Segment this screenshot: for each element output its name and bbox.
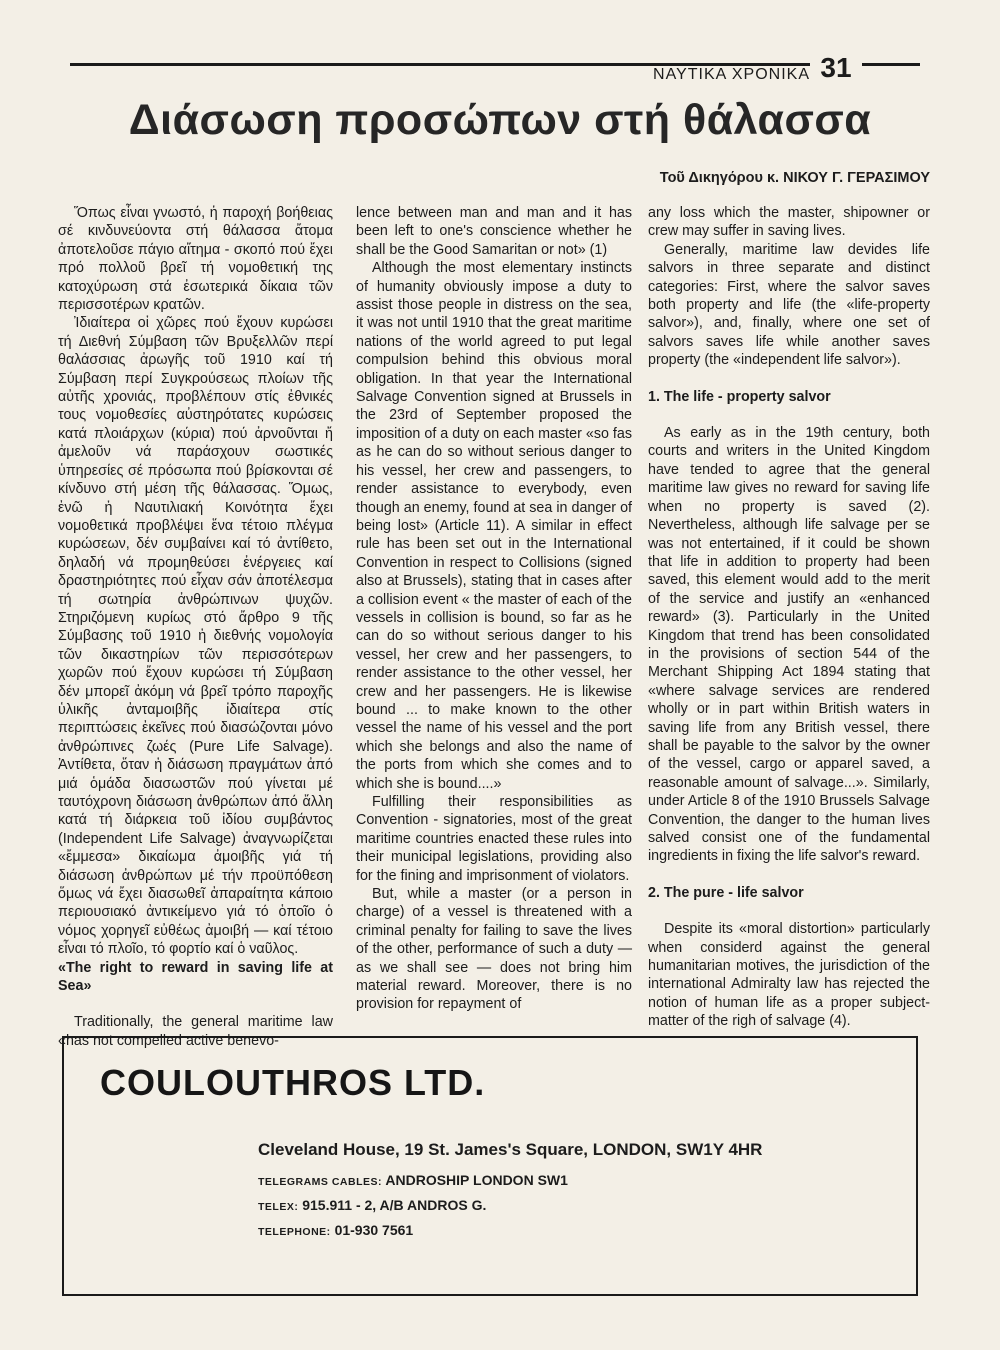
paragraph: any loss which the master, shipowner or crew may suffer in saving lives. <box>648 205 930 240</box>
ad-company-name: COULOUTHROS LTD. <box>100 1062 486 1103</box>
ad-telephone <box>258 1222 413 1238</box>
article-column-1 <box>58 204 333 1050</box>
paragraph: Fulfilling their responsibilities as Convention - signatories, most of the great maritime countries enacted these rules into their municipal legislations, providing also for the fining and imprisonment of violators. <box>356 794 632 884</box>
paragraph: Although the most elementary instincts of humanity obviously impose a duty to assist those people in distress on the sea, it was not until 1910 that the great maritime nations of the world agreed to put legal compulsion behind this obvious moral obligation. In that year the International Salvage Convention signed at Brussels in the 23rd of September proposed the imposition of a duty on each master «so fas as he can do so without serious danger to his vessel, her crew and passengers, to render assistance to everybody, even though an enemy, found at sea in danger of being lost» (Article 11). A similar in effect rule has been set out in the International Convention in respect to Collisions (signed also at Brussels), stating that in cases after a collision event « the master of each of the vessels in collision is bound, so far as he can do so without serious danger to his vessel, her crew and her passengers, to render assistance to the other vessel, her crew and her passengers. He is likewise bound ... to make known to the other vessel the name of his vessel and the port which she belongs and also the name of the ports from which she comes and to which she is bound....» <box>356 260 632 792</box>
paragraph: Despite its «moral distortion» particularly when considerd against the general humanitarian motives, the jurisdiction of the international Admiralty law has rejected the notion of human life as a proper subject-matter of the righ of salvage (4). <box>648 921 930 1030</box>
paragraph: Traditionally, the general maritime law «has not compelled active benevo- <box>58 1014 333 1049</box>
header-rule <box>862 63 920 66</box>
paragraph: But, while a master (or a person in charge) of a vessel is threatened with a criminal penalty for failing to save the lives of the other, performance of such a duty — as we shall see — does not bring him material reward. Moreover, there is no provision for repayment of <box>356 886 632 1013</box>
ad-telegrams-label: TELEGRAMS CABLES: <box>258 1176 382 1188</box>
article-title: Διάσωση προσώπων στή θάλασσα <box>128 96 872 144</box>
magazine-name: ΝΑΥΤΙΚΑ ΧΡΟΝΙΚΑ <box>653 66 810 83</box>
paragraph: Ὅπως εἶναι γνωστό, ἡ παροχή βοήθειας σέ κινδυνεύοντα στή θάλασσα ἄτομα ἀποτελοῦσε πάγιο αἴτημα - σκοπό πού ἔχει πρό πολλοῦ βρεῖ τή νομοθετική της κατοχύρωση στά ἐσωτερικά δίκαια τῶν περισσοτέρων κρατῶν. <box>58 205 333 314</box>
ad-telex-value: 915.911 - 2, A/B ANDROS G. <box>302 1197 487 1213</box>
paragraph: Ἰδιαίτερα οἱ χῶρες πού ἔχουν κυρώσει τή Διεθνή Σύμβαση τῶν Βρυξελλῶν περί θαλάσσιας ἀρωγῆς τοῦ 1910 καί τή Σύμβαση περί Συγκρούσεως πλοίων τῆς αὐτῆς χρονιάς, προβλέπουν στίς ἐθνικές τους νομοθεσίες αὐστηρότατες κυρώσεις κατά πλοιάρχων (κύρια) πού ἀρνοῦνται ἤ ἀμελοῦν νά παράσχουν σωστικές ὑπηρεσίες σέ πρόσωπα πού βρίσκονται σέ κίνδυνο στή μέση τῆς θάλασσας. Ὅμως, ἐνῶ ἡ Ναυτιλιακή Κοινότητα ἔχει νομοθετικά προβλέψει ἕνα τέτοιο πλέγμα κυρώσεων, δέν συμβαίνει καί τό ἀντίθετο, δηλαδή νά προμηθεύσει ἐνέργειες καί δραστηριότητες πού εἶχαν σάν ἀποτέλεσμα τή σωτηρία ἀνθρώπινων ψυχῶν. Στηριζόμενη κυρίως στό ἄρθρο 9 τῆς Σύμβασης τοῦ 1910 ἡ διεθνής νομολογία τῶν δικαστηρίων τῶν περισσότερων χωρῶν πού ἔχουν κυρώσει τή Σύμβαση δέν μπορεῖ ἀκόμη νά βρεῖ τρόπο παροχῆς ὑλικῆς ἀνταμοιβῆς ἰδιαίτερα στίς περιπτώσεις ἐκεῖνες πού διασώζονται μόνο ἀνθρώπινες ζωές (Pure Life Salvage). Ἀντίθετα, ὅταν ἡ διάσωση πραγμάτων ἀπό μιά ὁμάδα διασωστῶν πού γίνεται μέ ταυτόχρονη διάσωση ἀνθρώπων ἀπό ἄλλη κατά τή διάρκεια τοῦ ἰδίου συμβάντος (Independent Life Salvage) ἀναγνωρίζεται «ἔμμεσα» δικαίωμα ἀμοιβῆς γιά τή διάσωση ἀνθρώπων μέ τήν προϋπόθεση ὅμως νά ἔχει διασωθεῖ ἀπαραίτητα κάποιο περιουσιακό ἀντικείμενο γιά τό ὁποῖο ὁ νόμος χορηγεῖ εὐθέως ἀμοιβή — καί τέτοιο εἶναι τό πλοῖο, τό φορτίο καί ὁ ναῦλος. <box>58 315 333 958</box>
article-column-3 <box>648 204 930 1031</box>
ad-telephone-value: 01-930 7561 <box>334 1222 414 1238</box>
ad-telephone-label: TELEPHONE: <box>258 1226 331 1238</box>
ad-telegrams-value: ANDROSHIP LONDON SW1 <box>385 1172 568 1188</box>
article-column-2 <box>356 204 632 1014</box>
page-number: 31 <box>820 52 852 83</box>
paragraph: Generally, maritime law devides life salvors in three separate and distinct categories: First, where the salvor saves both property and life (the «life-property salvor»), and, finally, where one set of salvors saves life while another saves property (the «independent life salvor»). <box>648 241 930 369</box>
ad-telegrams <box>258 1172 568 1188</box>
section-heading: 1. The life - property salvor <box>648 388 831 405</box>
ad-telex <box>258 1197 486 1213</box>
byline: Τοῦ Δικηγόρου κ. ΝΙΚΟΥ Γ. ΓΕΡΑΣΙΜΟΥ <box>659 170 930 186</box>
ad-telex-label: TELEX: <box>258 1201 299 1213</box>
section-heading: 2. The pure - life salvor <box>648 884 804 901</box>
paragraph: As early as in the 19th century, both courts and writers in the United Kingdom have tended to agree that the general maritime law gives no reward for saving life when no property is saved (2). Nevertheless, although life salvage per se was not entertained, if it could be shown that life in addition to property had been saved, this element would add to the merit of the service and justify an «enhanced reward» (3). Particularly in the United Kingdom that trend has been consolidated in the provisions of section 544 of the Merchant Shipping Act 1894 stating that «where salvage services are rendered wholly or in part within British waters in saving life from any British vessel, there shall be payable to the salvor by the owner of the vessel, cargo or apparel saved, a reasonable amount of salvage...». Similarly, under Article 8 of the 1910 Brussels Salvage Convention, the danger to the human lives salved consist one of the fundamental ingredients in fixing the life salvor's reward. <box>648 425 930 865</box>
section-heading: «The right to reward in saving life at Sea» <box>58 959 333 995</box>
ad-address: Cleveland House, 19 St. James's Square, LONDON, SW1Y 4HR <box>258 1140 763 1159</box>
paragraph: lence between man and man and it has been left to one's conscience whether he shall be the Good Samaritan or not» (1) <box>356 205 632 258</box>
